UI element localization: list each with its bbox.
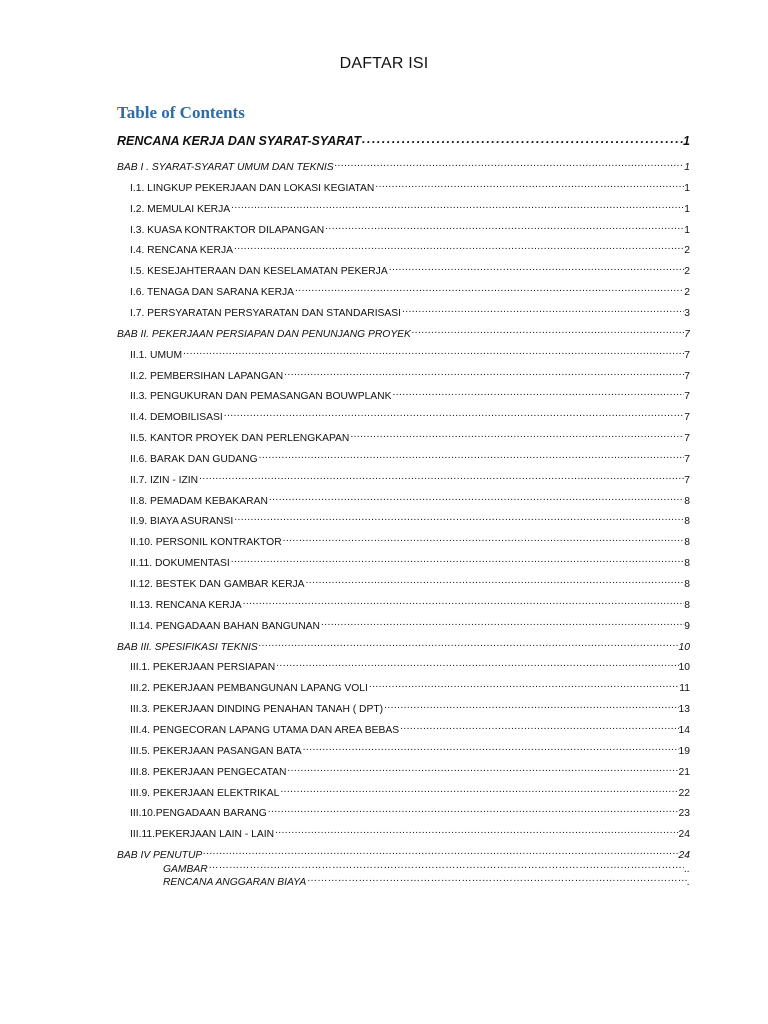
toc-entry-label: III.1. PEKERJAAN PERSIAPAN [130, 662, 276, 674]
toc-entry[interactable] [130, 450, 690, 467]
toc-leader-dots [223, 408, 685, 420]
toc-leader-dots [349, 429, 684, 441]
toc-entry[interactable] [130, 221, 690, 238]
toc-entry-page: 1 [684, 224, 690, 236]
toc-entry[interactable] [130, 721, 690, 738]
toc-entry-label: III.9. PEKERJAAN ELEKTRIKAL [130, 787, 280, 799]
toc-entry[interactable] [130, 533, 690, 550]
toc-leader-dots [233, 241, 684, 253]
toc-leader-dots [286, 763, 678, 775]
toc-leader-dots [198, 471, 684, 483]
toc-heading: Table of Contents [117, 103, 245, 122]
toc-entry[interactable] [130, 241, 690, 258]
toc-entry-page: 8 [684, 537, 690, 549]
toc-leader-dots [258, 450, 685, 462]
toc-leader-dots [258, 638, 679, 650]
toc-entry-label: II.12. BESTEK DAN GAMBAR KERJA [130, 579, 305, 590]
toc-leader-dots [374, 179, 684, 191]
toc-entry[interactable] [130, 617, 690, 634]
toc-leader-dots [268, 492, 684, 504]
toc-entry-page: 7 [684, 349, 690, 361]
toc-entry-label: II.8. PEMADAM KEBAKARAN [130, 495, 268, 507]
toc-entry-page: 14 [678, 724, 690, 736]
toc-leader-dots [275, 658, 678, 670]
toc-entry[interactable] [130, 825, 690, 842]
toc-leader-dots [391, 387, 684, 399]
toc-entry-page: 8 [684, 495, 690, 507]
toc-entry-page: 24 [678, 829, 690, 841]
toc-entry-label: I.3. KUASA KONTRAKTOR DILAPANGAN [130, 224, 325, 236]
toc-leader-dots [279, 784, 678, 796]
toc-entry[interactable] [130, 304, 690, 321]
toc-entry[interactable] [130, 262, 690, 279]
toc-leader-dots [305, 575, 685, 587]
toc-entry-page: 8 [684, 579, 690, 590]
toc-entry[interactable] [130, 200, 690, 217]
toc-leader-dots [202, 846, 678, 858]
toc-leader-dots [294, 283, 684, 295]
toc-entry-page: 9 [684, 620, 690, 632]
toc-entry-page: 7 [684, 370, 690, 382]
toc-leader-dots [383, 700, 678, 712]
toc-entry[interactable] [130, 700, 690, 717]
toc-leader-dots [324, 221, 684, 233]
toc-entry-label: II.6. BARAK DAN GUDANG [130, 453, 258, 465]
toc-entry-page: 1 [684, 203, 690, 215]
toc-entry[interactable] [130, 408, 690, 425]
toc-entry-page: 23 [678, 808, 690, 820]
toc-entry[interactable] [130, 575, 690, 592]
toc-entry[interactable] [130, 179, 690, 196]
toc-entry-label: III.4. PENGECORAN LAPANG UTAMA DAN AREA BEBAS [130, 724, 400, 736]
toc-leader-dots [368, 679, 679, 691]
toc-entry-label: BAB II. PEKERJAAN PERSIAPAN DAN PENUNJANG PROYEK [117, 328, 411, 340]
toc-leader-dots [230, 200, 684, 212]
toc-entry-page: 7 [684, 412, 690, 424]
toc-entry[interactable] [130, 596, 690, 613]
toc-entry-label: II.14. PENGADAAN BAHAN BANGUNAN [130, 620, 320, 632]
toc-entry-label: I.2. MEMULAI KERJA [130, 203, 231, 215]
toc-entry[interactable] [117, 325, 690, 342]
toc-entry-label: I.4. RENCANA KERJA [130, 245, 233, 257]
toc-entry[interactable] [130, 492, 690, 509]
toc-entry-label: III.8. PEKERJAAN PENGECATAN [130, 766, 287, 778]
toc-leader-dots [334, 158, 685, 170]
toc-leader-dots [242, 596, 685, 608]
toc-entry-label: II.7. IZIN - IZIN [130, 474, 199, 486]
toc-entry[interactable] [130, 742, 690, 759]
toc-entry-label: II.3. PENGUKURAN DAN PEMASANGAN BOUWPLANK [130, 391, 392, 403]
toc-leader-dots [230, 554, 685, 566]
toc-entry-label: I.5. KESEJAHTERAAN DAN KESELAMATAN PEKERJA [130, 266, 388, 278]
toc-leader-dots [320, 617, 684, 629]
toc-entry[interactable] [130, 784, 690, 801]
toc-entry-page: . [687, 877, 690, 888]
toc-leader-dots [282, 533, 685, 545]
toc-leader-dots [274, 825, 679, 837]
toc-leader-dots [388, 262, 685, 274]
toc-entry-label: II.5. KANTOR PROYEK DAN PERLENGKAPAN [130, 433, 350, 445]
toc-entry-page: 7 [684, 453, 690, 465]
toc-entry[interactable] [130, 804, 690, 821]
page-title: DAFTAR ISI [339, 55, 429, 72]
toc-entry[interactable] [130, 512, 690, 529]
toc-entry-page: 10 [678, 641, 690, 653]
toc-entry[interactable] [130, 679, 690, 696]
toc-entry-label: II.13. RENCANA KERJA [130, 599, 242, 611]
toc-entry-label: II.11. DOKUMENTASI [130, 558, 230, 570]
toc-entry-page: 8 [684, 558, 690, 570]
toc-entry-page: 7 [684, 328, 690, 340]
toc-entry-page: 11 [679, 683, 690, 695]
toc-entry[interactable] [130, 554, 690, 571]
toc-leader-dots [302, 742, 679, 754]
toc-entry[interactable] [117, 133, 690, 148]
toc-leader-dots [399, 721, 678, 733]
toc-leader-dots [306, 873, 687, 885]
toc-entry-label: BAB I . SYARAT-SYARAT UMUM DAN TEKNIS [117, 162, 334, 173]
toc-entry-label: III.10.PENGADAAN BARANG [130, 808, 267, 820]
toc-entry-label: RENCANA ANGGARAN BIAYA [163, 877, 307, 888]
toc-entry-label: II.1. UMUM [130, 349, 183, 361]
toc-leader-dots [233, 512, 684, 524]
toc-entry[interactable] [130, 658, 690, 675]
toc-entry-label: I.7. PERSYARATAN PERSYARATAN DAN STANDARISASI [130, 307, 402, 319]
toc-entry[interactable] [117, 638, 690, 655]
toc-entry[interactable] [130, 387, 690, 404]
toc-entry-label: III.3. PEKERJAAN DINDING PENAHAN TANAH ( DPT) [130, 704, 384, 716]
toc-entry-page: 24 [678, 850, 690, 862]
toc-entry-label: II.4. DEMOBILISASI [130, 412, 223, 424]
toc-entry-label: GAMBAR [163, 864, 208, 875]
toc-entry-page: 2 [684, 266, 690, 278]
toc-entry-page: 1 [683, 134, 690, 148]
toc-entry-page: 7 [684, 391, 690, 403]
toc-entry-page: 7 [684, 474, 690, 486]
toc-entry-page: 7 [684, 433, 690, 445]
toc-entry[interactable] [117, 158, 690, 175]
toc-leader-dots [182, 346, 684, 358]
toc-leader-dots [401, 304, 684, 316]
toc-entry-page: 21 [678, 766, 690, 778]
toc-entry[interactable] [130, 763, 690, 780]
toc-leader-dots [411, 325, 684, 337]
toc-entry[interactable] [130, 429, 690, 446]
toc-entry[interactable] [130, 471, 690, 488]
toc-entry-page: 1 [684, 182, 690, 194]
toc-entry-label: II.9. BIAYA ASURANSI [130, 516, 234, 528]
toc-entry-page: 8 [684, 516, 690, 528]
toc-entry-page: 3 [684, 307, 690, 319]
toc-entry-page: 13 [678, 704, 690, 716]
toc-entry-label: BAB IV PENUTUP [117, 850, 203, 862]
toc-entry-label: I.1. LINGKUP PEKERJAAN DAN LOKASI KEGIATAN [130, 182, 375, 194]
toc-entry-label: III.2. PEKERJAAN PEMBANGUNAN LAPANG VOLI [130, 683, 368, 695]
toc-entry[interactable] [130, 367, 690, 384]
toc-entry-label: III.11.PEKERJAAN LAIN - LAIN [130, 829, 275, 841]
toc-entry-label: BAB III. SPESIFIKASI TEKNIS [117, 641, 258, 653]
toc-entry-page: 10 [678, 662, 690, 674]
toc-entry[interactable] [163, 873, 690, 890]
toc-entry-page: 8 [684, 599, 690, 611]
toc-entry-label: II.2. PEMBERSIHAN LAPANGAN [130, 370, 284, 382]
toc-leader-dots [283, 367, 684, 379]
toc-entry-label: I.6. TENAGA DAN SARANA KERJA [130, 287, 295, 299]
toc-entry-page: 1 [684, 162, 690, 173]
toc-entry-page: 2 [684, 245, 690, 257]
toc-entry-label: II.10. PERSONIL KONTRAKTOR [130, 537, 282, 549]
toc-entry-page: 19 [678, 745, 690, 757]
toc-entry-label: RENCANA KERJA DAN SYARAT-SYARAT [117, 134, 361, 148]
toc-entry-page: 2 [684, 287, 690, 299]
toc-leader-dots [208, 860, 685, 872]
toc-entry[interactable] [130, 346, 690, 363]
toc-entry-label: III.5. PEKERJAAN PASANGAN BATA [130, 745, 302, 757]
toc-entry-page: 22 [678, 787, 690, 799]
toc-entry[interactable] [130, 283, 690, 300]
toc-entry-page: .. [684, 864, 690, 875]
toc-leader-dots [267, 804, 679, 816]
toc-leader-dots [361, 133, 683, 145]
